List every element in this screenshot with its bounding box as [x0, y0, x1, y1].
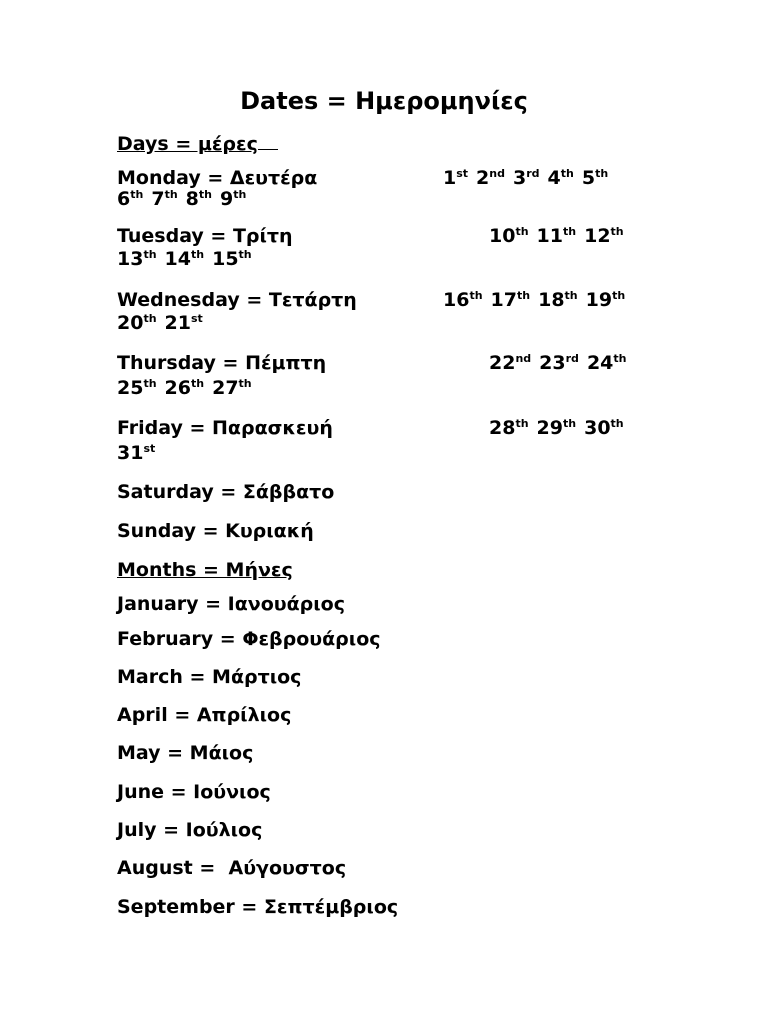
ordinal-date — [586, 289, 626, 311]
ordinal-suffix: th — [143, 248, 157, 261]
month-july: July = Ιούλιος — [117, 819, 263, 841]
ordinal-number: 23 — [539, 352, 566, 374]
ordinal-date — [582, 167, 608, 189]
ordinal-date — [537, 225, 577, 247]
ordinal-date — [212, 248, 252, 270]
ordinal-number: 28 — [489, 417, 516, 439]
day-term: Thursday = Πέμπτη — [117, 352, 327, 374]
ordinal-date — [117, 377, 157, 399]
ordinal-suffix: th — [191, 248, 205, 261]
ordinal-suffix: th — [238, 377, 252, 390]
ordinal-date — [186, 188, 212, 210]
ordinal-number: 8 — [185, 188, 199, 210]
ordinal-date — [443, 167, 468, 189]
ordinal-date — [117, 442, 155, 464]
ordinal-number: 19 — [585, 289, 613, 311]
ordinal-number: 4 — [547, 167, 561, 189]
ordinal-number: 25 — [117, 377, 144, 399]
ordinal-suffix: th — [563, 417, 577, 430]
ordinal-date — [491, 289, 531, 311]
ordinal-number: 27 — [212, 377, 239, 399]
ordinal-number: 18 — [538, 289, 565, 311]
ordinal-date — [537, 417, 577, 439]
ordinal-date — [151, 188, 177, 210]
ordinal-suffix: th — [164, 188, 178, 201]
ordinals-line-2 — [117, 248, 260, 271]
ordinal-number: 30 — [584, 417, 611, 439]
ordinals-line-1 — [489, 417, 632, 440]
ordinal-date — [584, 417, 624, 439]
ordinal-date — [489, 225, 529, 247]
ordinal-suffix: th — [198, 188, 212, 201]
month-march: March = Μάρτιος — [117, 666, 302, 688]
ordinal-suffix: th — [610, 417, 624, 430]
ordinal-suffix: th — [130, 188, 144, 201]
ordinal-number: 3 — [513, 167, 527, 189]
weekend-saturday: Saturday = Σάββατο — [117, 481, 335, 503]
ordinal-suffix: th — [143, 377, 157, 390]
day-row-wednesday — [117, 289, 717, 335]
ordinal-number: 17 — [490, 289, 517, 311]
ordinal-suffix: th — [560, 167, 574, 180]
month-may: May = Μάιος — [117, 742, 254, 764]
ordinal-suffix: th — [515, 225, 529, 238]
ordinal-date — [220, 188, 246, 210]
ordinal-suffix: th — [613, 352, 627, 365]
ordinal-suffix: st — [143, 442, 156, 455]
ordinal-number: 11 — [536, 225, 563, 247]
ordinal-date — [165, 248, 205, 270]
ordinal-date — [489, 417, 529, 439]
ordinal-number: 14 — [164, 248, 191, 270]
ordinal-number: 24 — [586, 352, 614, 374]
document-title: Dates = Ημερομηνίες — [240, 87, 528, 115]
ordinal-date — [117, 188, 143, 210]
ordinal-date — [165, 377, 205, 399]
ordinal-date — [212, 377, 252, 399]
ordinals-line-1 — [443, 167, 616, 190]
ordinals-line-2 — [117, 188, 254, 211]
ordinal-number: 2 — [476, 167, 490, 189]
ordinal-suffix: th — [564, 289, 578, 302]
ordinal-date — [548, 167, 574, 189]
ordinal-number: 21 — [164, 312, 191, 334]
ordinal-number: 9 — [219, 188, 234, 210]
ordinal-suffix: th — [515, 417, 529, 430]
day-term: Wednesday = Τετάρτη — [117, 289, 357, 311]
ordinal-date — [587, 352, 627, 374]
ordinal-suffix: th — [595, 167, 609, 180]
ordinal-suffix: rd — [565, 352, 579, 365]
ordinal-number: 10 — [489, 225, 516, 247]
ordinal-suffix: th — [143, 312, 157, 325]
ordinal-number: 29 — [536, 417, 563, 439]
ordinal-number: 26 — [164, 377, 191, 399]
ordinal-number: 5 — [581, 167, 596, 189]
month-april: April = Απρίλιος — [117, 704, 292, 726]
ordinal-date — [489, 352, 531, 374]
month-june: June = Ιούνιος — [117, 781, 271, 803]
ordinals-line-2 — [117, 442, 163, 465]
day-row-thursday — [117, 352, 717, 398]
months-heading: Months = Μήνες — [117, 559, 293, 581]
days-heading: Days = μέρες — [117, 133, 258, 155]
month-september: September = Σεπτέμβριος — [117, 896, 399, 918]
ordinal-number: 7 — [151, 188, 165, 210]
ordinal-suffix: nd — [489, 167, 505, 180]
ordinals-line-2 — [117, 377, 260, 400]
ordinal-number: 15 — [212, 248, 239, 270]
ordinal-number: 20 — [117, 312, 144, 334]
ordinal-date — [117, 248, 157, 270]
month-february: February = Φεβρουάριος — [117, 628, 381, 650]
ordinal-number: 31 — [117, 442, 144, 464]
ordinal-date — [117, 312, 157, 334]
ordinal-suffix: th — [238, 248, 252, 261]
month-january: January = Ιανουάριος — [117, 593, 345, 615]
ordinal-suffix: th — [517, 289, 531, 302]
day-term: Friday = Παρασκευή — [117, 417, 333, 439]
ordinal-suffix: st — [456, 167, 469, 180]
ordinal-suffix: th — [612, 289, 626, 302]
ordinal-date — [443, 289, 483, 311]
day-row-monday — [117, 167, 717, 213]
ordinal-suffix: rd — [526, 167, 540, 180]
ordinal-number: 1 — [443, 167, 457, 189]
ordinals-line-1 — [443, 289, 633, 312]
ordinal-date — [538, 289, 578, 311]
ordinal-suffix: st — [191, 312, 203, 325]
ordinal-number: 13 — [117, 248, 144, 270]
heading-underline-trail — [258, 131, 278, 150]
ordinal-number: 6 — [117, 188, 131, 210]
day-row-friday — [117, 417, 717, 463]
weekend-sunday: Sunday = Κυριακή — [117, 520, 314, 542]
ordinal-number: 12 — [584, 225, 611, 247]
day-row-tuesday — [117, 225, 717, 271]
ordinal-number: 16 — [443, 289, 470, 311]
ordinals-line-2 — [117, 312, 211, 335]
ordinals-line-1 — [489, 225, 632, 248]
day-term: Tuesday = Τρίτη — [117, 225, 293, 247]
ordinal-suffix: th — [469, 289, 483, 302]
ordinal-date — [476, 167, 505, 189]
ordinal-number: 22 — [489, 352, 516, 374]
ordinal-suffix: th — [563, 225, 577, 238]
ordinal-date — [584, 225, 624, 247]
month-august: August = Αύγουστος — [117, 857, 347, 879]
ordinal-suffix: nd — [515, 352, 532, 365]
ordinals-line-1 — [489, 352, 634, 375]
ordinal-date — [539, 352, 579, 374]
ordinal-date — [165, 312, 203, 334]
day-term: Monday = Δευτέρα — [117, 167, 318, 189]
ordinal-date — [513, 167, 540, 189]
ordinal-suffix: th — [191, 377, 205, 390]
ordinal-suffix: th — [233, 188, 247, 201]
ordinal-suffix: th — [610, 225, 624, 238]
days-heading-line — [117, 131, 278, 156]
